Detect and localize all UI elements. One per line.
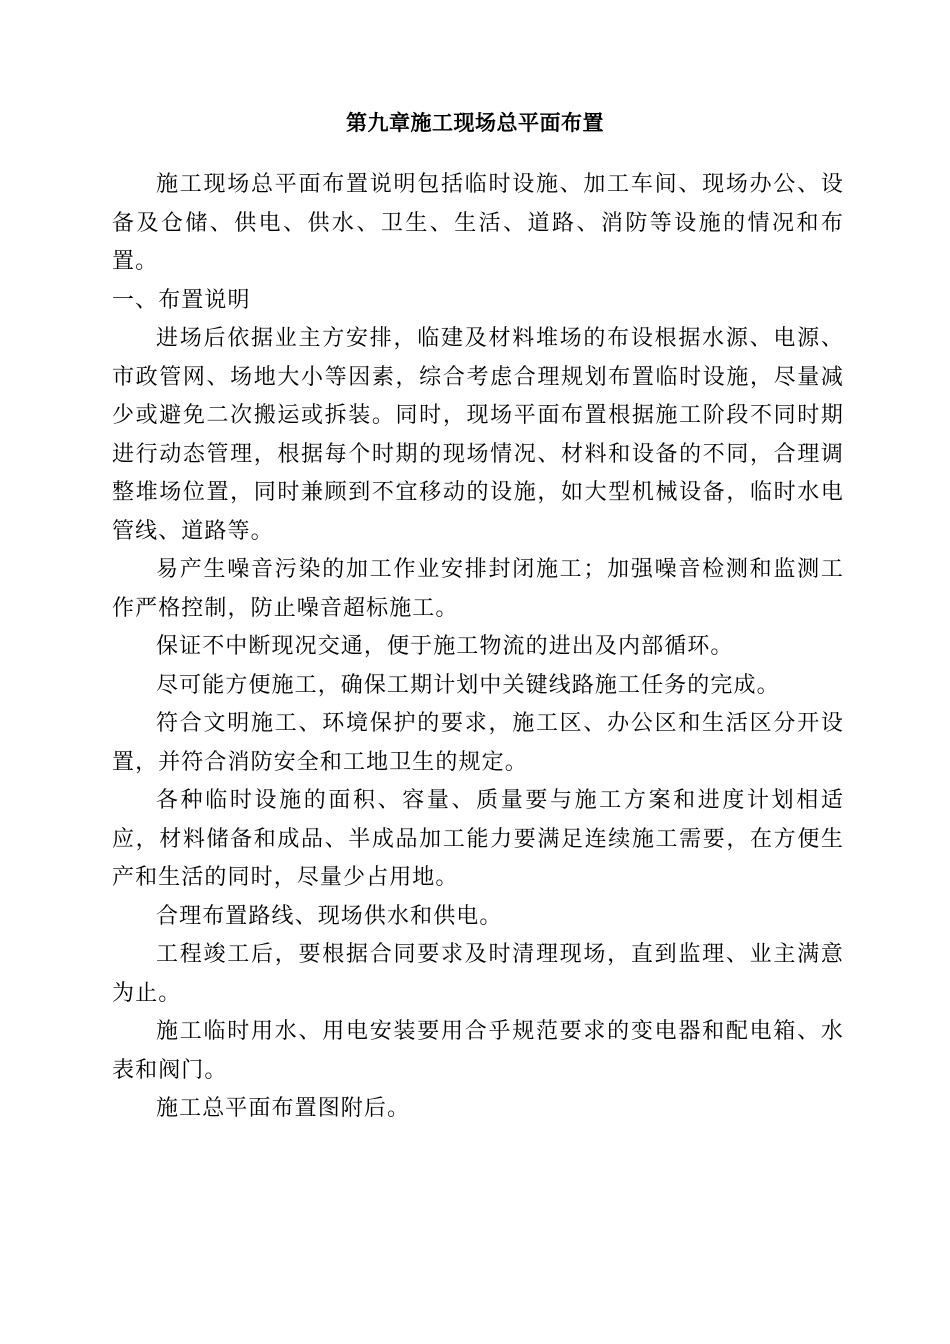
section-heading: 一、布置说明 xyxy=(112,287,251,313)
body-paragraph: 易产生噪音污染的加工作业安排封闭施工；加强噪音检测和监测工作严格控制，防止噪音超标施工。 xyxy=(112,557,844,621)
body-paragraph: 尽可能方便施工，确保工期计划中关键线路施工任务的完成。 xyxy=(156,672,780,698)
body-paragraph: 合理布置路线、现场供水和供电。 xyxy=(156,903,503,929)
body-paragraph: 各种临时设施的面积、容量、质量要与施工方案和进度计划相适应，材料储备和成品、半成品加工能力要满足连续施工需要，在方便生产和生活的同时，尽量少占用地。 xyxy=(112,788,844,890)
body-paragraph: 进场后依据业主方安排，临建及材料堆场的布设根据水源、电源、市政管网、场地大小等因素，综合考虑合理规划布置临时设施，尽量减少或避免二次搬运或拆装。同时，现场平面布置根据施工阶段不同时期进行动态管理，根据每个时期的现场情况、材料和设备的不同，合理调整堆场位置，同时兼顾到不宜移动的设施，如大型机械设备，临时水电管线、道路等。 xyxy=(112,326,844,544)
body-paragraph: 符合文明施工、环境保护的要求，施工区、办公区和生活区分开设置，并符合消防安全和工地卫生的规定。 xyxy=(112,711,844,775)
chapter-title: 第九章施工现场总平面布置 xyxy=(346,111,604,135)
body-paragraph: 施工总平面布置图附后。 xyxy=(156,1096,411,1121)
body-paragraph: 工程竣工后，要根据合同要求及时清理现场，直到监理、业主满意为止。 xyxy=(112,942,844,1006)
intro-paragraph: 施工现场总平面布置说明包括临时设施、加工车间、现场办公、设备及仓储、供电、供水、卫生、生活、道路、消防等设施的情况和布置。 xyxy=(112,172,844,274)
body-paragraph: 施工临时用水、用电安装要用合乎规范要求的变电器和配电箱、水表和阀门。 xyxy=(112,1019,844,1083)
document-body xyxy=(112,166,844,1129)
body-paragraph: 保证不中断现况交通，便于施工物流的进出及内部循环。 xyxy=(156,634,734,659)
